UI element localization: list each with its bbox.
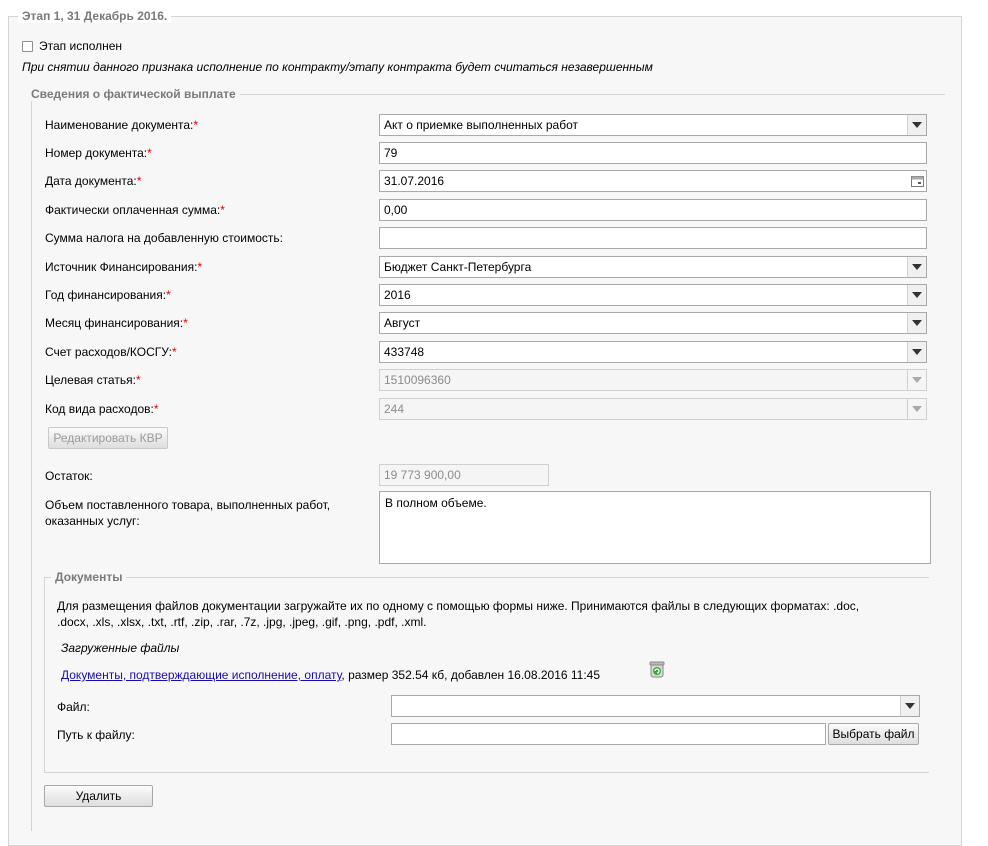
fin-year-label: Год финансирования:* — [45, 288, 171, 302]
stage-legend: Этап 1, 31 Декабрь 2016. — [18, 9, 171, 23]
stage-completed-checkbox[interactable] — [22, 41, 33, 52]
chevron-down-icon — [907, 370, 926, 390]
fin-source-select[interactable]: Бюджет Санкт-Петербурга — [379, 256, 927, 278]
stage-completed-label: Этап исполнен — [39, 39, 123, 53]
fin-source-label: Источник Финансирования:* — [45, 260, 203, 274]
uploaded-file-link[interactable]: Документы, подтверждающие исполнение, оплату — [61, 668, 342, 682]
doc-date-label: Дата документа:* — [45, 174, 142, 188]
file-path-label: Путь к файлу: — [57, 728, 135, 742]
fin-month-select[interactable]: Август — [379, 312, 927, 334]
vat-sum-label: Сумма налога на добавленную стоимость: — [45, 231, 283, 245]
kosgu-label: Счет расходов/КОСГУ:* — [45, 345, 177, 359]
file-label: Файл: — [57, 700, 90, 714]
chevron-down-icon[interactable] — [907, 257, 926, 277]
payment-legend: Сведения о фактической выплате — [27, 87, 240, 101]
chevron-down-icon[interactable] — [907, 115, 926, 135]
volume-label: Объем поставленного товара, выполненных работ, оказанных услуг: — [45, 498, 331, 528]
chevron-down-icon[interactable] — [907, 285, 926, 305]
kosgu-select[interactable]: 433748 — [379, 341, 927, 363]
edit-kvr-button[interactable]: Редактировать КВР — [48, 427, 168, 449]
doc-number-input[interactable]: 79 — [379, 142, 927, 164]
documents-info-line1: Для размещения файлов документации загружайте их по одному с помощью формы ниже. Принимаются файлы в следующих форматах: .doc, — [57, 599, 860, 613]
doc-name-select[interactable]: Акт о приемке выполненных работ — [379, 114, 927, 136]
uploaded-file-row — [61, 668, 600, 682]
uploaded-files-title: Загруженные файлы — [61, 641, 180, 655]
delete-button[interactable]: Удалить — [44, 785, 153, 807]
volume-textarea[interactable]: В полном объеме. — [379, 491, 931, 564]
doc-name-label: Наименование документа:* — [45, 118, 199, 132]
fin-year-select[interactable]: 2016 — [379, 284, 927, 306]
documents-info-line2: .docx, .xls, .xlsx, .txt, .rtf, .zip, .rar, .7z, .jpg, .jpeg, .gif, .png, .pdf, .xml. — [57, 615, 427, 629]
file-path-input[interactable] — [391, 723, 826, 745]
paid-sum-label: Фактически оплаченная сумма:* — [45, 203, 225, 217]
target-article-select: 1510096360 — [379, 369, 927, 391]
remainder-input: 19 773 900,00 — [379, 464, 549, 486]
doc-number-label: Номер документа:* — [45, 146, 152, 160]
chevron-down-icon[interactable] — [900, 696, 919, 716]
target-article-label: Целевая статья:* — [45, 373, 141, 387]
stage-warning-text: При снятии данного признака исполнение по контракту/этапу контракта будет считаться незавершенным — [22, 60, 653, 74]
chevron-down-icon — [907, 399, 926, 419]
uploaded-file-meta: , размер 352.54 кб, добавлен 16.08.2016 11:45 — [341, 668, 601, 682]
doc-date-input[interactable]: 31.07.2016 — [379, 170, 927, 192]
paid-sum-input[interactable]: 0,00 — [379, 199, 927, 221]
kvr-select: 244 — [379, 398, 927, 420]
calendar-icon[interactable] — [908, 171, 926, 191]
fin-month-label: Месяц финансирования:* — [45, 316, 188, 330]
vat-sum-input[interactable] — [379, 227, 927, 249]
kvr-label: Код вида расходов:* — [45, 402, 159, 416]
choose-file-button[interactable]: Выбрать файл — [828, 723, 919, 745]
file-select[interactable] — [391, 695, 920, 717]
chevron-down-icon[interactable] — [907, 342, 926, 362]
chevron-down-icon[interactable] — [907, 313, 926, 333]
delete-file-icon[interactable] — [649, 661, 665, 678]
remainder-label: Остаток: — [45, 469, 93, 483]
documents-legend: Документы — [51, 570, 126, 584]
